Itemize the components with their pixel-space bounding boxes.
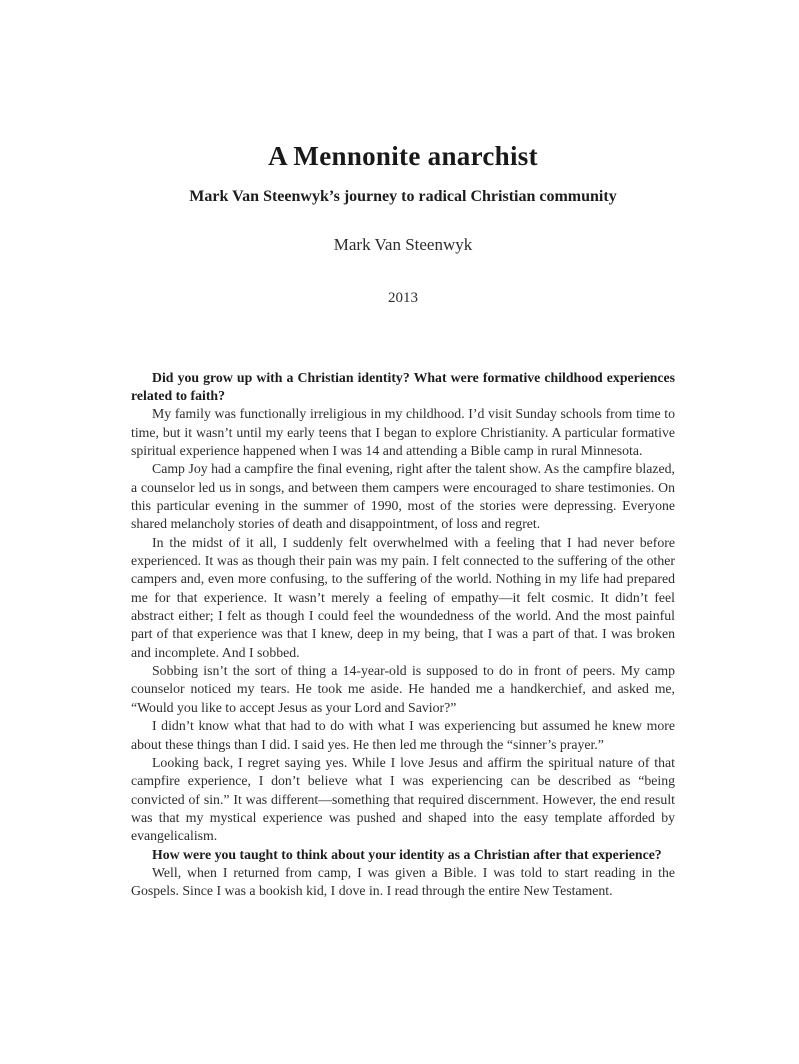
paragraph: I didn’t know what that had to do with what I was experiencing but assumed he knew more about these things than I did. I said yes. He then led me through the “sinner’s prayer.” [131, 718, 675, 752]
document-body [131, 369, 675, 901]
interview-question-1: Did you grow up with a Christian identity? What were formative childhood experiences related to faith? [131, 369, 675, 403]
paragraph: Camp Joy had a campfire the final evening, right after the talent show. As the campfire blazed, a counselor led us in songs, and between them campers were encouraged to share testimonies. On this particular evening in the summer of 1990, most of the stories were depressing. Everyone shared melancholy stories of death and disappointment, of loss and regret. [131, 461, 675, 532]
paragraph: In the midst of it all, I suddenly felt overwhelmed with a feeling that I had never before experienced. It was as though their pain was my pain. I felt connected to the suffering of the other campers and, even more confusing, to the suffering of the world. Nothing in my life had prepared me for that experience. It wasn’t merely a feeling of empathy—it felt cosmic. It didn’t feel abstract either; I felt as though I could feel the woundedness of the world. And the most painful part of that experience was that I knew, deep in my being, that I was a part of that. I was broken and incomplete. And I sobbed. [131, 534, 675, 660]
title-block [131, 141, 675, 307]
document-date: 2013 [388, 289, 418, 306]
document-author: Mark Van Steenwyk [333, 235, 473, 255]
paragraph: Looking back, I regret saying yes. While I love Jesus and affirm the spiritual nature of that campfire experience, I don’t believe what I was experiencing can be described as “being convicted of sin.” It was different—something that required discernment. However, the end result was that my mystical experience was pushed and shaped into the easy template afforded by evangelicalism. [131, 754, 675, 844]
paragraph: Well, when I returned from camp, I was given a Bible. I was told to start reading in the Gospels. Since I was a bookish kid, I dove in. I read through the entire New Testament. [131, 864, 675, 899]
paragraph: Sobbing isn’t the sort of thing a 14-year-old is supposed to do in front of peers. My camp counselor noticed my tears. He took me aside. He handed me a handkerchief, and asked me, “Would you like to accept Jesus as your Lord and Savior?” [131, 663, 675, 715]
document-title: A Mennonite anarchist [268, 141, 538, 171]
interview-question-2: How were you taught to think about your identity as a Christian after that experience? [152, 846, 662, 862]
document-subtitle: Mark Van Steenwyk’s journey to radical Christian community [189, 188, 617, 206]
paragraph: My family was functionally irreligious in my childhood. I’d visit Sunday schools from time to time, but it wasn’t until my early teens that I began to explore Christianity. A particular formative spiritual experience happened when I was 14 and attending a Bible camp in rural Minnesota. [131, 406, 675, 458]
